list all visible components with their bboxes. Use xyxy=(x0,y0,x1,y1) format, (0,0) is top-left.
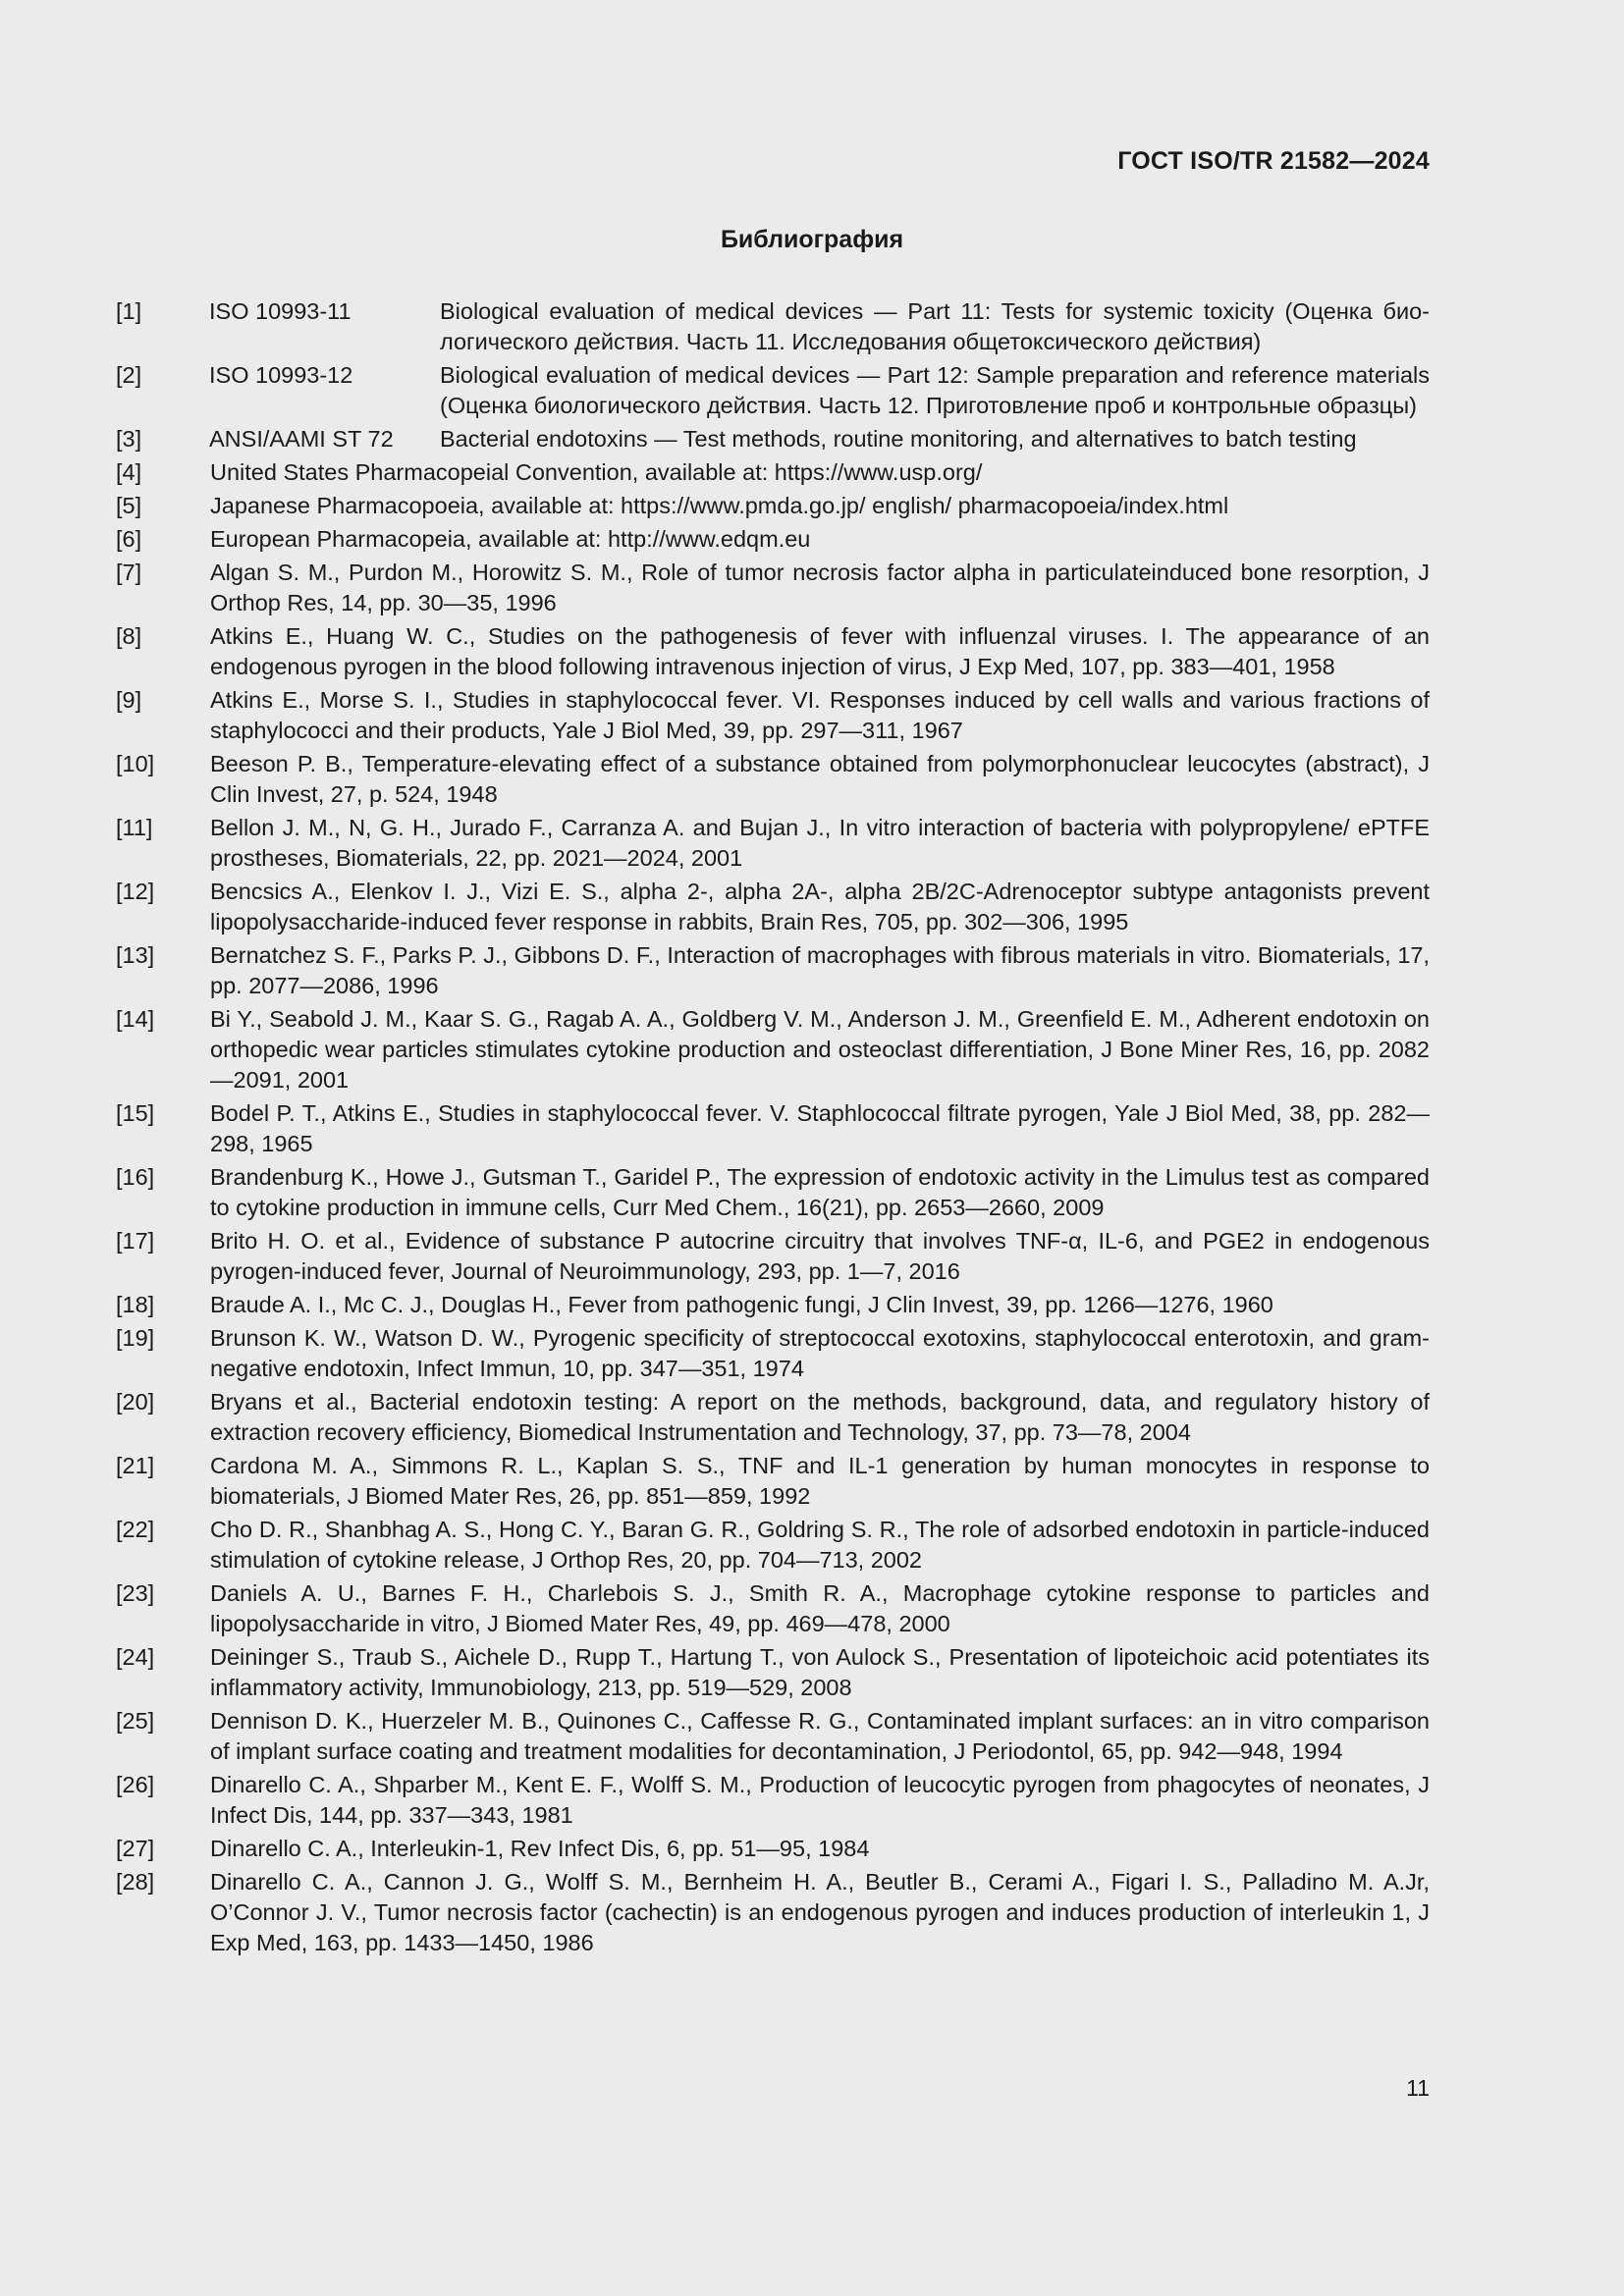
reference-item xyxy=(116,749,1430,810)
reference-text: Cho D. R., Shanbhag A. S., Hong C. Y., Baran G. R., Goldring S. R., The role of adsorbed endotoxin in particle-induced stimulation of cytokine release, J Orthop Res, 20, pp. 704—713, 2002 xyxy=(210,1517,1430,1573)
reference-item xyxy=(116,524,1430,555)
reference-number: [3] xyxy=(116,426,142,452)
reference-item xyxy=(116,1323,1430,1384)
reference-item xyxy=(116,424,1430,454)
reference-item xyxy=(116,1162,1430,1223)
reference-text: Bodel P. T., Atkins E., Studies in staphylococcal fever. V. Staphlococcal filtrate pyrogen, Yale J Biol Med, 38, pp. 282—298, 1965 xyxy=(210,1100,1430,1156)
reference-item xyxy=(116,877,1430,937)
reference-number: [4] xyxy=(116,459,142,485)
reference-number: [9] xyxy=(116,687,142,713)
reference-text: Biological evaluation of medical devices — Part 11: Tests for systemic toxicity (Оценка биологического действия. Часть 11. Исследования общетоксического действия) xyxy=(440,298,1430,354)
reference-item xyxy=(116,1387,1430,1448)
reference-item xyxy=(116,1642,1430,1703)
reference-text: Beeson P. B., Temperature-elevating effect of a substance obtained from polymorphonuclear leucocytes (abstract), J Clin Invest, 27, p. 524, 1948 xyxy=(210,751,1430,807)
reference-text: Braude A. I., Mc C. J., Douglas H., Fever from pathogenic fungi, J Clin Invest, 39, pp. 1266—1276, 1960 xyxy=(210,1292,1273,1317)
reference-number: [18] xyxy=(116,1292,155,1317)
reference-list xyxy=(116,296,1430,1961)
reference-item xyxy=(116,1226,1430,1287)
reference-number: [6] xyxy=(116,526,142,552)
reference-text: Bryans et al., Bacterial endotoxin testing: A report on the methods, background, data, and regulatory history of extraction recovery efficiency, Biomedical Instrumentation and Technology, 37, pp. 73—78, 2004 xyxy=(210,1389,1430,1445)
reference-text: Bacterial endotoxins — Test methods, routine monitoring, and alternatives to batch testing xyxy=(440,426,1357,452)
reference-text: Atkins E., Morse S. I., Studies in staphylococcal fever. VI. Responses induced by cell walls and various fractions of staphylococci and their products, Yale J Biol Med, 39, pp. 297—311, 1967 xyxy=(210,687,1430,743)
reference-number: [2] xyxy=(116,362,142,388)
reference-number: [23] xyxy=(116,1580,155,1606)
reference-text: Bellon J. M., N, G. H., Jurado F., Carranza A. and Bujan J., In vitro interaction of bacteria with polypropylene/ ePTFE prostheses, Biomaterials, 22, pp. 2021—2024, 2001 xyxy=(210,815,1430,871)
reference-item xyxy=(116,1706,1430,1767)
reference-number: [1] xyxy=(116,298,142,324)
reference-number: [21] xyxy=(116,1453,155,1478)
reference-number: [16] xyxy=(116,1164,155,1190)
reference-number: [20] xyxy=(116,1389,155,1415)
reference-item xyxy=(116,1515,1430,1575)
reference-text: Brito H. O. et al., Evidence of substance P autocrine circuitry that involves TNF-α, IL-6, and PGE2 in endogenous pyrogen-induced fever, Journal of Neuroimmunology, 293, pp. 1—7, 2016 xyxy=(210,1228,1430,1284)
reference-item xyxy=(116,940,1430,1001)
reference-item xyxy=(116,1098,1430,1159)
reference-item xyxy=(116,1867,1430,1958)
reference-text: European Pharmacopeia, available at: http://www.edqm.eu xyxy=(210,526,811,552)
reference-number: [28] xyxy=(116,1869,155,1895)
reference-text: Dinarello C. A., Shparber M., Kent E. F., Wolff S. M., Production of leucocytic pyrogen from phagocytes of neonates, J Infect Dis, 144, pp. 337—343, 1981 xyxy=(210,1772,1430,1828)
reference-number: [24] xyxy=(116,1644,155,1670)
reference-number: [27] xyxy=(116,1836,155,1861)
reference-item xyxy=(116,491,1430,521)
reference-number: [19] xyxy=(116,1325,155,1351)
reference-number: [15] xyxy=(116,1100,155,1126)
reference-number: [25] xyxy=(116,1708,155,1734)
reference-standard-code: ISO 10993-11 xyxy=(209,298,352,324)
reference-text: Atkins E., Huang W. C., Studies on the pathogenesis of fever with influenzal viruses. I. The appearance of an endogenous pyrogen in the blood following intravenous injection of virus, J Exp Med, 107, pp. 383—401, 1958 xyxy=(210,623,1430,679)
reference-text: Cardona M. A., Simmons R. L., Kaplan S. S., TNF and IL-1 generation by human monocytes in response to biomaterials, J Biomed Mater Res, 26, pp. 851—859, 1992 xyxy=(210,1453,1430,1509)
bibliography-title: Библиография xyxy=(720,226,904,253)
reference-text: Dinarello C. A., Interleukin-1, Rev Infect Dis, 6, pp. 51—95, 1984 xyxy=(210,1836,870,1861)
reference-item xyxy=(116,813,1430,874)
reference-number: [26] xyxy=(116,1772,155,1797)
reference-number: [13] xyxy=(116,942,155,968)
reference-text: Brunson K. W., Watson D. W., Pyrogenic specificity of streptococcal exotoxins, staphylococcal enterotoxin, and gram-negative endotoxin, Infect Immun, 10, pp. 347—351, 1974 xyxy=(210,1325,1430,1381)
reference-number: [8] xyxy=(116,623,142,649)
reference-text: Dinarello C. A., Cannon J. G., Wolff S. M., Bernheim H. A., Beutler B., Cerami A., Figari I. S., Palladino M. A.Jr, O’Connor J. V., Tumor necrosis factor (cachectin) is an endogenous pyrogen and induces production of interleukin 1, J Exp Med, 163, pp. 1433—1450, 1986 xyxy=(210,1869,1430,1955)
reference-text: Dennison D. K., Huerzeler M. B., Quinones C., Caffesse R. G., Contaminated implant surfaces: an in vitro comparison of implant surface coating and treatment modalities for decontamination, J Periodontol, 65, pp. 942—948, 1994 xyxy=(210,1708,1430,1764)
reference-standard-code: ISO 10993-12 xyxy=(209,362,353,388)
reference-number: [12] xyxy=(116,879,155,904)
reference-text: Bencsics A., Elenkov I. J., Vizi E. S., alpha 2-, alpha 2A-, alpha 2B/2C-Adrenoceptor subtype antagonists prevent lipopolysaccharide-induced fever response in rabbits, Brain Res, 705, pp. 302—306, 1995 xyxy=(210,879,1430,934)
reference-text: Brandenburg K., Howe J., Gutsman T., Garidel P., The expression of endotoxic activity in the Limulus test as compared to cytokine production in immune cells, Curr Med Chem., 16(21), pp. 2653—2660, 2009 xyxy=(210,1164,1430,1220)
reference-text: Biological evaluation of medical devices — Part 12: Sample preparation and reference materials (Оценка биологического действия. Часть 12. Приготовление проб и контрольные образцы) xyxy=(440,362,1430,418)
reference-number: [22] xyxy=(116,1517,155,1542)
reference-number: [5] xyxy=(116,493,142,518)
reference-text: Daniels A. U., Barnes F. H., Charlebois S. J., Smith R. A., Macrophage cytokine response to particles and lipopolysaccharide in vitro, J Biomed Mater Res, 49, pp. 469—478, 2000 xyxy=(210,1580,1430,1636)
reference-item xyxy=(116,360,1430,421)
page-number: 11 xyxy=(1406,2075,1430,2101)
reference-number: [11] xyxy=(116,815,153,840)
reference-item xyxy=(116,685,1430,746)
reference-number: [7] xyxy=(116,560,142,585)
reference-item xyxy=(116,558,1430,618)
reference-item xyxy=(116,1451,1430,1512)
reference-number: [17] xyxy=(116,1228,155,1254)
reference-item xyxy=(116,296,1430,357)
reference-item xyxy=(116,621,1430,682)
reference-item xyxy=(116,1290,1430,1320)
reference-text: Japanese Pharmacopoeia, available at: https://www.pmda.go.jp/ english/ pharmacopoeia/index.html xyxy=(210,493,1229,518)
reference-text: Deininger S., Traub S., Aichele D., Rupp T., Hartung T., von Aulock S., Presentation of lipoteichoic acid potentiates its inflammatory activity, Immunobiology, 213, pp. 519—529, 2008 xyxy=(210,1644,1430,1700)
reference-number: [14] xyxy=(116,1006,155,1032)
reference-item xyxy=(116,457,1430,488)
reference-text: Bi Y., Seabold J. M., Kaar S. G., Ragab A. A., Goldberg V. M., Anderson J. M., Greenfield E. M., Adherent endotoxin on orthopedic wear particles stimulates cytokine production and osteoclast differentiation, J Bone Miner Res, 16, pp. 2082—2091, 2001 xyxy=(210,1006,1430,1093)
reference-number: [10] xyxy=(116,751,155,776)
reference-item xyxy=(116,1834,1430,1864)
reference-standard-code: ANSI/AAMI ST 72 xyxy=(209,426,394,452)
reference-item xyxy=(116,1004,1430,1095)
reference-text: United States Pharmacopeial Convention, available at: https://www.usp.org/ xyxy=(210,459,983,485)
reference-text: Algan S. M., Purdon M., Horowitz S. M., Role of tumor necrosis factor alpha in particulateinduced bone resorption, J Orthop Res, 14, pp. 30—35, 1996 xyxy=(210,560,1430,615)
document-code: ГОСТ ISO/TR 21582—2024 xyxy=(1117,147,1430,175)
reference-item xyxy=(116,1578,1430,1639)
reference-text: Bernatchez S. F., Parks P. J., Gibbons D. F., Interaction of macrophages with fibrous materials in vitro. Biomaterials, 17, pp. 2077—2086, 1996 xyxy=(210,942,1430,998)
reference-item xyxy=(116,1770,1430,1831)
